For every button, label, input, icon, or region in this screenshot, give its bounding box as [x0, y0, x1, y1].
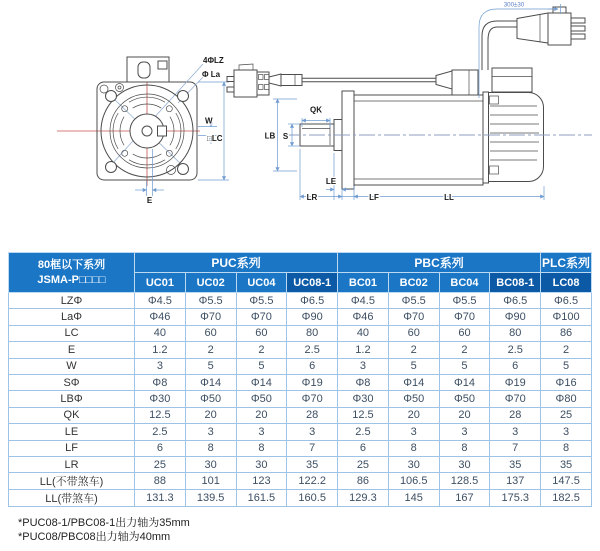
plug-pin — [571, 34, 585, 39]
detail-hole-center — [118, 86, 121, 89]
row-label: LL(带煞车) — [9, 490, 135, 507]
spec-value: 182.5 — [541, 490, 592, 507]
power-cable — [482, 21, 517, 70]
label-ll: LL — [444, 193, 454, 202]
spec-value: 2 — [185, 342, 236, 358]
spec-value: Φ14 — [185, 374, 236, 390]
spec-value: Φ70 — [439, 309, 490, 325]
row-label: QK — [9, 407, 135, 423]
row-label: LBΦ — [9, 391, 135, 407]
detail-hole — [100, 85, 108, 93]
spec-value: 131.3 — [135, 490, 186, 507]
spec-value: 80 — [490, 325, 541, 341]
spec-table — [8, 252, 592, 507]
flange-plate — [342, 91, 354, 189]
spec-value: Φ14 — [236, 374, 287, 390]
spec-value: 35 — [490, 456, 541, 472]
label-w: W — [205, 116, 213, 126]
spec-value: 28 — [490, 407, 541, 423]
spec-value: 3 — [338, 358, 389, 374]
spec-value: Φ4.5 — [135, 293, 186, 309]
spec-value: Φ46 — [135, 309, 186, 325]
series-group-header: PLC系列 — [541, 253, 592, 273]
spec-value: 8 — [439, 440, 490, 456]
spec-value: 7 — [287, 440, 338, 456]
spec-value: Φ6.5 — [287, 293, 338, 309]
spec-value: 122.2 — [287, 473, 338, 490]
footnotes — [18, 516, 190, 544]
row-label: LZΦ — [9, 293, 135, 309]
spec-value: Φ5.5 — [439, 293, 490, 309]
spec-value: 2 — [236, 342, 287, 358]
spec-value: 101 — [185, 473, 236, 490]
spec-value: 30 — [388, 456, 439, 472]
spec-value: 3 — [439, 424, 490, 440]
spec-value: 6 — [490, 358, 541, 374]
spec-value: 5 — [439, 358, 490, 374]
spec-value: 106.5 — [388, 473, 439, 490]
spec-value: 161.5 — [236, 490, 287, 507]
spec-value: 12.5 — [135, 407, 186, 423]
row-label: LR — [9, 456, 135, 472]
spec-value: Φ19 — [287, 374, 338, 390]
spec-value: 3 — [185, 424, 236, 440]
spec-value: Φ19 — [490, 374, 541, 390]
encoder-block — [452, 70, 478, 95]
spec-value: 5 — [236, 358, 287, 374]
spec-value: 40 — [338, 325, 389, 341]
dimension-drawings — [0, 0, 600, 250]
plug-pin — [571, 26, 585, 31]
spec-table-header — [9, 253, 592, 293]
spec-value: Φ50 — [439, 391, 490, 407]
table-row — [9, 293, 592, 309]
plug-boot — [517, 13, 548, 43]
spec-value: 28 — [287, 407, 338, 423]
model-column-header: BC08-1 — [490, 273, 541, 293]
spec-value: 20 — [388, 407, 439, 423]
table-row — [9, 456, 592, 472]
spec-value: 175.3 — [490, 490, 541, 507]
mounting-hole — [178, 164, 189, 175]
label-lf: LF — [369, 193, 379, 202]
plug-body — [548, 13, 571, 45]
spec-value: Φ5.5 — [388, 293, 439, 309]
spec-value: Φ5.5 — [236, 293, 287, 309]
series-group-header: PUC系列 — [135, 253, 338, 273]
spec-value: 2.5 — [338, 424, 389, 440]
spec-value: Φ50 — [388, 391, 439, 407]
spec-value: 40 — [135, 325, 186, 341]
series-group-header: PBC系列 — [338, 253, 541, 273]
spec-value: 129.3 — [338, 490, 389, 507]
spec-value: Φ70 — [388, 309, 439, 325]
spec-value: 3 — [287, 424, 338, 440]
mounting-hole — [178, 91, 189, 102]
spec-value: 3 — [490, 424, 541, 440]
spec-value: 8 — [541, 440, 592, 456]
row-label: LaΦ — [9, 309, 135, 325]
power-cable — [488, 27, 517, 70]
label-lb: LB — [264, 131, 276, 141]
label-lr: LR — [306, 193, 318, 202]
series-group-row — [9, 253, 592, 273]
table-row — [9, 473, 592, 490]
spec-value: 20 — [236, 407, 287, 423]
model-column-header: UC02 — [185, 273, 236, 293]
mounting-hole — [106, 91, 117, 102]
spec-value: 137 — [490, 473, 541, 490]
spec-value: 25 — [338, 456, 389, 472]
spec-value: 1.2 — [135, 342, 186, 358]
table-row — [9, 424, 592, 440]
table-row — [9, 407, 592, 423]
spec-value: 2 — [388, 342, 439, 358]
row-label: W — [9, 358, 135, 374]
spec-value: 12.5 — [338, 407, 389, 423]
row-label: LL(不带煞车) — [9, 473, 135, 490]
spec-value: 25 — [135, 456, 186, 472]
spec-value: 86 — [338, 473, 389, 490]
spec-value: Φ8 — [338, 374, 389, 390]
spec-value: Φ70 — [185, 309, 236, 325]
corner-header — [9, 253, 135, 293]
spec-value: 86 — [541, 325, 592, 341]
spec-value: Φ50 — [185, 391, 236, 407]
spec-value: 147.5 — [541, 473, 592, 490]
spec-table-body — [9, 293, 592, 507]
ring-hole — [166, 150, 172, 156]
spec-value: Φ30 — [135, 391, 186, 407]
spec-value: Φ100 — [541, 309, 592, 325]
spec-value: 3 — [236, 424, 287, 440]
spec-value: 5 — [185, 358, 236, 374]
label-s: S — [282, 132, 289, 141]
row-label: LC — [9, 325, 135, 341]
spec-value: 2.5 — [490, 342, 541, 358]
mounting-hole — [106, 162, 117, 173]
spec-value: 2.5 — [135, 424, 186, 440]
table-row — [9, 391, 592, 407]
spec-value: Φ4.5 — [338, 293, 389, 309]
spec-value: 1.2 — [338, 342, 389, 358]
spec-value: 80 — [287, 325, 338, 341]
connector-latch — [239, 64, 253, 70]
body-divider — [483, 92, 489, 183]
spec-value: 5 — [541, 358, 592, 374]
model-column-header: BC04 — [439, 273, 490, 293]
spec-value: 2 — [541, 342, 592, 358]
footnote-line: *PUC08/PBC08出力轴为40mm — [18, 531, 171, 543]
spec-value: Φ14 — [439, 374, 490, 390]
encoder-connector — [234, 70, 257, 97]
spec-value: Φ70 — [287, 391, 338, 407]
spec-value: Φ70 — [490, 391, 541, 407]
spec-value: Φ70 — [236, 309, 287, 325]
model-column-header: BC01 — [338, 273, 389, 293]
label-phi-la: Φ La — [202, 70, 221, 79]
spec-value: Φ30 — [338, 391, 389, 407]
spec-value: 60 — [236, 325, 287, 341]
power-block — [492, 68, 532, 92]
spec-value: 30 — [439, 456, 490, 472]
row-label: SΦ — [9, 374, 135, 390]
spec-value: 3 — [541, 424, 592, 440]
connector-prong — [227, 77, 234, 82]
spec-value: 6 — [287, 358, 338, 374]
table-row — [9, 342, 592, 358]
label-e: E — [146, 196, 153, 205]
plug-pin — [571, 18, 585, 23]
spec-value: 25 — [541, 407, 592, 423]
keyway-notch — [158, 126, 167, 136]
spec-value: 60 — [388, 325, 439, 341]
cable-sleeve — [281, 75, 302, 86]
spec-value: 5 — [388, 358, 439, 374]
spec-value: 8 — [185, 440, 236, 456]
table-row — [9, 309, 592, 325]
spec-value: 139.5 — [185, 490, 236, 507]
cable-strain-relief — [436, 71, 452, 89]
front-view-drawing — [57, 56, 229, 205]
cable-ferrule — [269, 74, 281, 86]
model-column-header: UC01 — [135, 273, 186, 293]
row-label: LE — [9, 424, 135, 440]
spec-value: 3 — [388, 424, 439, 440]
spec-value: 88 — [135, 473, 186, 490]
spec-value: Φ5.5 — [185, 293, 236, 309]
model-column-header: LC08 — [541, 273, 592, 293]
spec-value: Φ90 — [287, 309, 338, 325]
spec-value: 145 — [388, 490, 439, 507]
label-4phi-lz: 4ΦLZ — [203, 56, 224, 65]
spec-value: 2 — [439, 342, 490, 358]
motor-body — [354, 95, 483, 185]
spec-value: 20 — [439, 407, 490, 423]
spec-value: 6 — [135, 440, 186, 456]
spec-value: Φ46 — [338, 309, 389, 325]
ring-hole — [122, 150, 128, 156]
model-column-header: UC04 — [236, 273, 287, 293]
table-row — [9, 325, 592, 341]
table-row — [9, 440, 592, 456]
spec-value: 3 — [135, 358, 186, 374]
table-row — [9, 374, 592, 390]
spec-value: 6 — [338, 440, 389, 456]
connector-prong — [227, 87, 234, 92]
model-column-header: UC08-1 — [287, 273, 338, 293]
plug-latch — [553, 7, 566, 13]
spec-value: 123 — [236, 473, 287, 490]
spec-value: 35 — [287, 456, 338, 472]
table-row — [9, 490, 592, 507]
spec-value: Φ16 — [541, 374, 592, 390]
spec-value: 60 — [439, 325, 490, 341]
spec-value: Φ14 — [388, 374, 439, 390]
row-label: E — [9, 342, 135, 358]
spec-value: 30 — [236, 456, 287, 472]
spec-value: 60 — [185, 325, 236, 341]
label-cable-length: 300±30 — [503, 1, 525, 9]
spec-value: 128.5 — [439, 473, 490, 490]
spec-value: Φ90 — [490, 309, 541, 325]
spec-value: 30 — [185, 456, 236, 472]
label-le: LE — [325, 177, 337, 186]
spec-value: 35 — [541, 456, 592, 472]
spec-value: Φ6.5 — [490, 293, 541, 309]
spec-value: 160.5 — [287, 490, 338, 507]
ring-hole — [122, 106, 128, 112]
spec-value: Φ6.5 — [541, 293, 592, 309]
spec-value: 167 — [439, 490, 490, 507]
label-lc: □LC — [207, 134, 223, 143]
corner-header-line2: JSMA-P□□□□ — [37, 273, 106, 286]
detail-hole — [116, 84, 124, 92]
spec-value: 8 — [388, 440, 439, 456]
spec-value: Φ80 — [541, 391, 592, 407]
spec-value: Φ50 — [236, 391, 287, 407]
spec-value: 2.5 — [287, 342, 338, 358]
footnote-line: *PUC08-1/PBC08-1出力轴为35mm — [18, 517, 190, 529]
spec-value: 8 — [236, 440, 287, 456]
model-column-header: BC02 — [388, 273, 439, 293]
spec-value: 20 — [185, 407, 236, 423]
corner-header-line1: 80框以下系列 — [37, 259, 106, 272]
table-row — [9, 358, 592, 374]
spec-value: 7 — [490, 440, 541, 456]
side-view-drawing — [227, 2, 592, 203]
row-label: LF — [9, 440, 135, 456]
label-qk: QK — [310, 105, 322, 115]
ring-hole — [166, 106, 172, 112]
spec-value: Φ8 — [135, 374, 186, 390]
